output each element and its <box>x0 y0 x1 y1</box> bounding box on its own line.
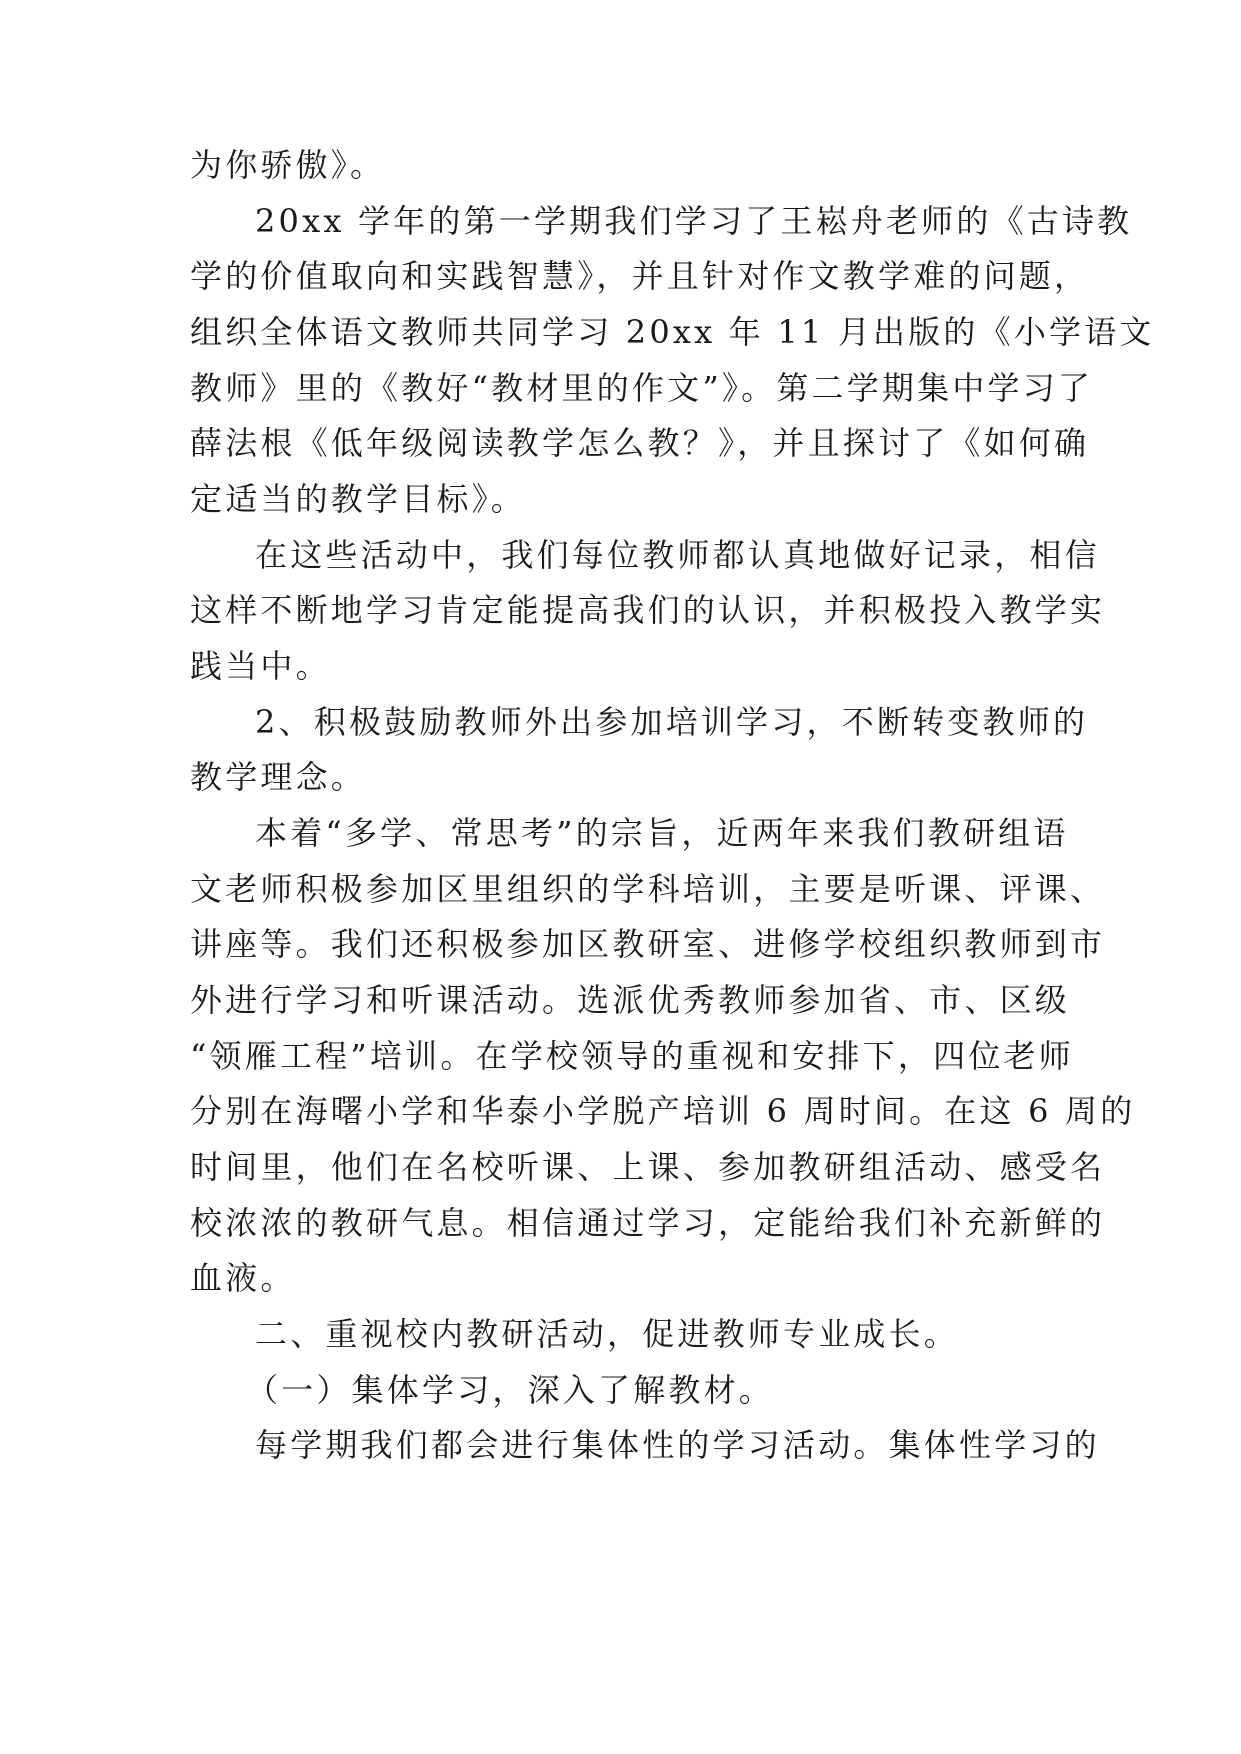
text-line: 践当中。 <box>190 647 331 685</box>
text-line: 分别在海曙小学和华泰小学脱产培训 6 周时间。在这 6 周的 <box>190 1092 1136 1130</box>
text-line: 薛法根《低年级阅读教学怎么教？》，并且探讨了《如何确 <box>190 424 1090 462</box>
text-line: 这样不断地学习肯定能提高我们的认识，并积极投入教学实 <box>190 591 1106 629</box>
paragraph-start: 每学期我们都会进行集体性的学习活动。集体性学习的 <box>255 1426 1100 1464</box>
paragraph-start: 本着“多学、常思考”的宗旨，近两年来我们教研组语 <box>255 814 1069 852</box>
text-line: “领雁工程”培训。在学校领导的重视和安排下，四位老师 <box>190 1037 1074 1075</box>
text-line: 学的价值取向和实践智慧》，并且针对作文教学难的问题， <box>190 257 1090 295</box>
subsection-heading: （一）集体学习，深入了解教材。 <box>246 1371 775 1409</box>
text-line: 定适当的教学目标》。 <box>190 480 527 518</box>
paragraph-start: 在这些活动中，我们每位教师都认真地做好记录，相信 <box>255 536 1100 574</box>
text-line: 血液。 <box>190 1259 296 1297</box>
text-line: 文老师积极参加区里组织的学科培训，主要是听课、评课、 <box>190 870 1106 908</box>
text-line: 校浓浓的教研气息。相信通过学习，定能给我们补充新鲜的 <box>190 1204 1106 1242</box>
text-line: 外进行学习和听课活动。选派优秀教师参加省、市、区级 <box>190 981 1071 1019</box>
text-line: 教学理念。 <box>190 758 367 796</box>
text-line: 教师》里的《教好“教材里的作文”》。第二学期集中学习了 <box>190 369 1094 407</box>
paragraph-start: 2、积极鼓励教师外出参加培训学习，不断转变教师的 <box>255 703 1089 741</box>
text-line: 组织全体语文教师共同学习 20xx 年 11 月出版的《小学语文 <box>190 313 1155 351</box>
text-line: 时间里，他们在名校听课、上课、参加教研组活动、感受名 <box>190 1148 1106 1186</box>
text-line: 讲座等。我们还积极参加区教研室、进修学校组织教师到市 <box>190 925 1106 963</box>
paragraph-start: 20xx 学年的第一学期我们学习了王崧舟老师的《古诗教 <box>255 202 1133 240</box>
text-line: 为你骄傲》。 <box>190 146 386 184</box>
section-heading: 二、重视校内教研活动，促进教师专业成长。 <box>255 1315 960 1353</box>
